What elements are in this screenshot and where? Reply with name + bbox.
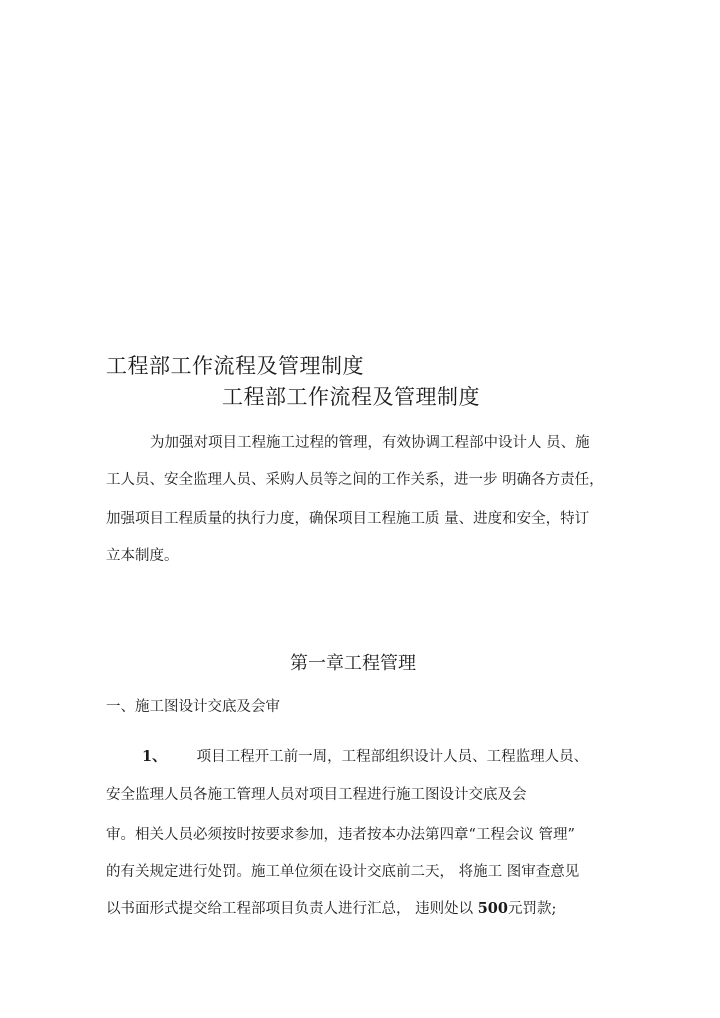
- clause-line: [106, 897, 556, 918]
- chapter-heading: 第一章工程管理: [290, 653, 416, 674]
- section-heading: 一、施工图设计交底及会审: [106, 699, 280, 715]
- clause-line: 审。相关人员必须按时按要求参加，违者按本办法第四章“工程会议 管理”: [106, 827, 575, 843]
- clause-text: 以书面形式提交给工程部项目负责人进行汇总， 违则处以: [106, 901, 478, 917]
- clause-line: 安全监理人员各施工管理人员对项目工程进行施工图设计交底及会: [106, 787, 527, 803]
- document-title-primary: 工程部工作流程及管理制度: [106, 354, 364, 378]
- clause-text: 元罚款;: [508, 901, 557, 917]
- document-title-secondary: 工程部工作流程及管理制度: [222, 385, 480, 409]
- clause-text: 项目工程开工前一周，工程部组织设计人员、工程监理人员、: [196, 749, 589, 765]
- intro-paragraph-line: 加强项目工程质量的执行力度，确保项目工程施工质 量、进度和安全，特订: [106, 511, 590, 527]
- clause-number: 1、: [142, 748, 167, 765]
- intro-paragraph-line: 工人员、安全监理人员、采购人员等之间的工作关系，进一步 明确各方责任，: [106, 472, 604, 488]
- clause-line: [106, 745, 588, 766]
- fine-amount: 500: [477, 900, 508, 917]
- clause-line: 的有关规定进行处罚。施工单位须在设计交底前二天， 将施工 图审查意见: [106, 864, 580, 880]
- intro-paragraph-line: 为加强对项目工程施工过程的管理，有效协调工程部中设计人 员、施: [150, 435, 590, 451]
- intro-paragraph-line: 立本制度。: [106, 548, 179, 564]
